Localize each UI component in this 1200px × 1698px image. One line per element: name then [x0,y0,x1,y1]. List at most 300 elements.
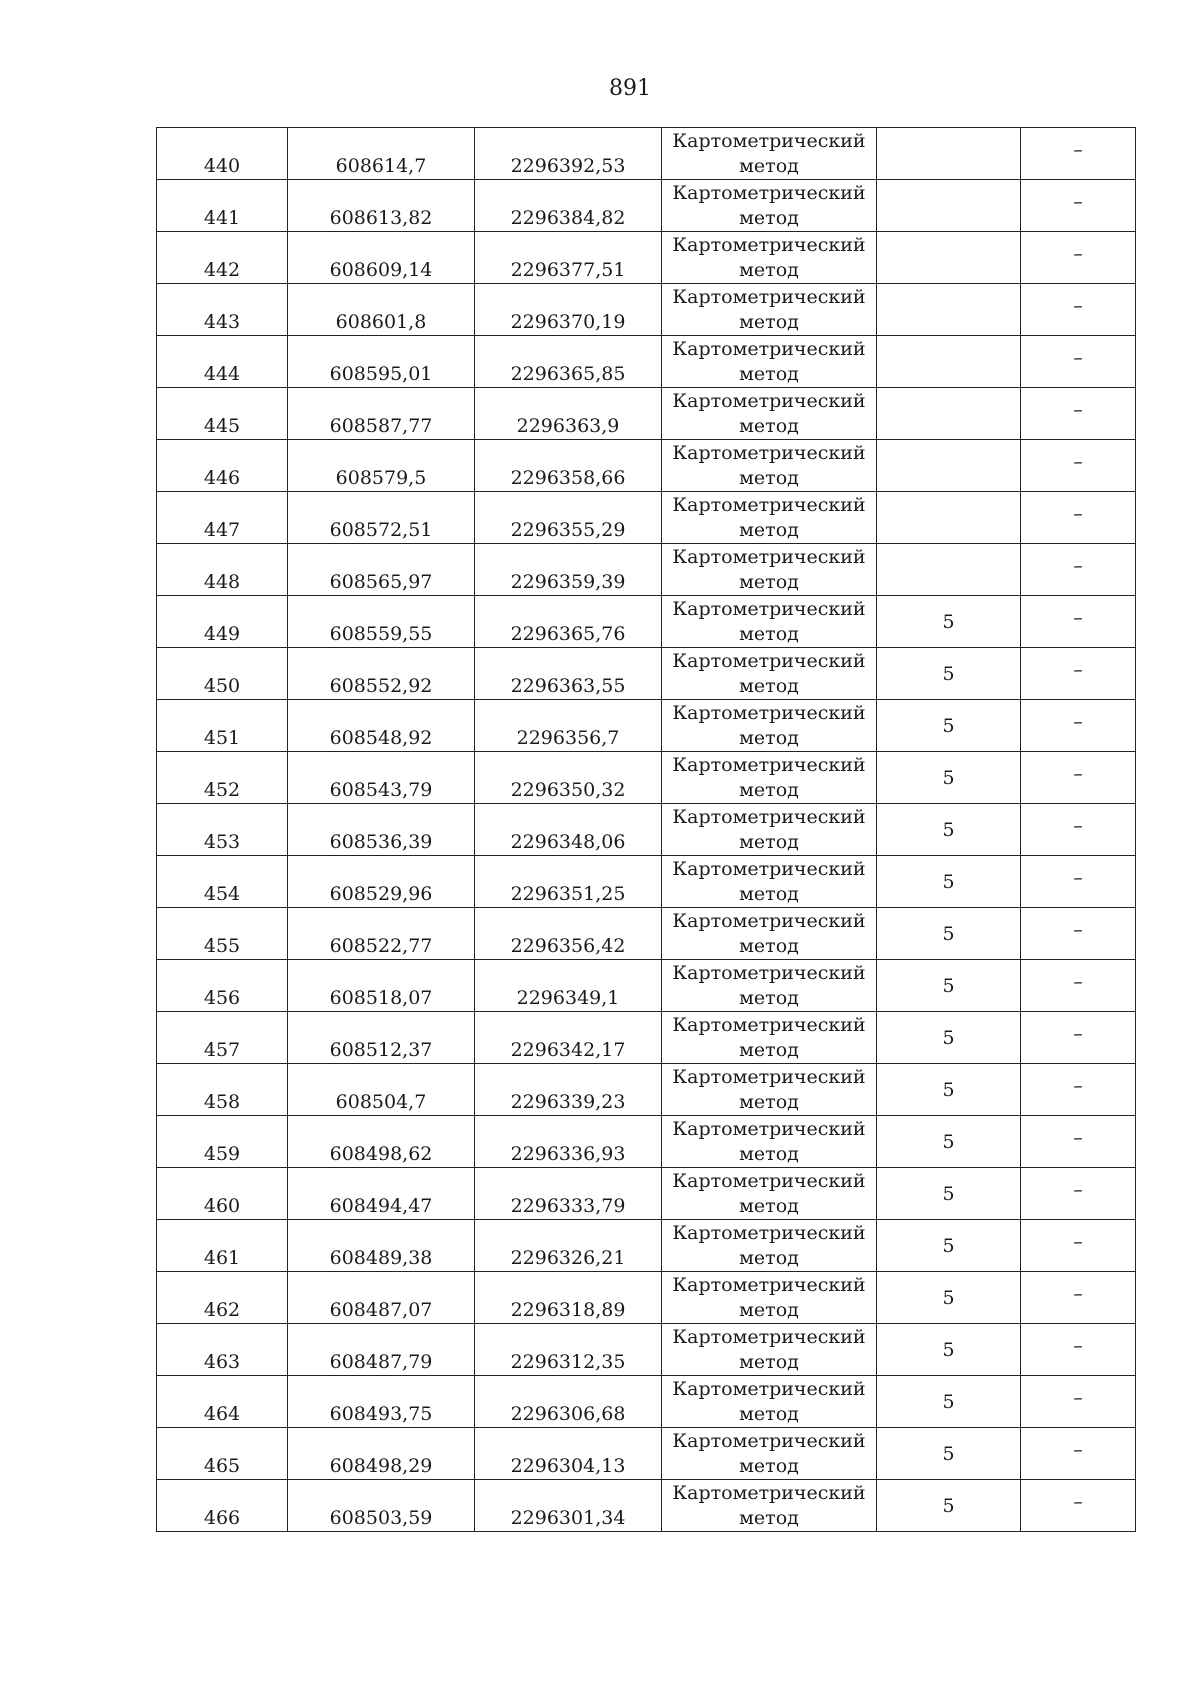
y-coordinate: 2296318,89 [510,1299,626,1321]
point-number-cell [157,1116,288,1168]
y-coordinate: 2296356,42 [510,935,626,957]
point-number: 462 [203,1299,241,1321]
x-coordinate: 608543,79 [329,779,433,801]
y-coordinate: 2296392,53 [510,155,626,177]
point-number: 443 [203,311,241,333]
method-cell [662,544,877,596]
point-number-cell [157,960,288,1012]
x-coordinate: 608498,29 [329,1455,433,1477]
method-line2: метод [739,1298,799,1321]
point-number: 453 [203,831,241,853]
x-coordinate: 608614,7 [335,155,427,177]
table-row [157,856,1136,908]
table-row [157,544,1136,596]
method-cell [662,1480,877,1532]
method-line2: метод [739,986,799,1009]
accuracy-cell [877,1064,1021,1116]
note-value: – [1073,762,1083,785]
point-number-cell [157,1064,288,1116]
accuracy-value: 5 [942,1494,955,1517]
note-cell [1021,1012,1136,1064]
accuracy-value: 5 [942,610,955,633]
point-number-cell [157,1428,288,1480]
method-cell [662,804,877,856]
point-number: 445 [203,415,241,437]
method-line1: Картометрический [672,181,866,204]
method-cell [662,1168,877,1220]
y-coordinate: 2296377,51 [510,259,626,281]
point-number-cell [157,804,288,856]
table-row [157,648,1136,700]
note-cell [1021,128,1136,180]
method-line2: метод [739,1402,799,1425]
method-cell [662,1220,877,1272]
note-cell [1021,596,1136,648]
y-coordinate: 2296333,79 [510,1195,626,1217]
x-coordinate-cell [288,1428,475,1480]
x-coordinate: 608504,7 [335,1091,427,1113]
method-line1: Картометрический [672,1013,866,1036]
y-coordinate: 2296349,1 [516,987,620,1009]
method-line2: метод [739,726,799,749]
method-line2: метод [739,1194,799,1217]
note-value: – [1073,502,1083,525]
method-line1: Картометрический [672,753,866,776]
method-line2: метод [739,622,799,645]
accuracy-value: 5 [942,1390,955,1413]
x-coordinate-cell [288,284,475,336]
note-cell [1021,700,1136,752]
note-value: – [1073,190,1083,213]
y-coordinate-cell [475,440,662,492]
method-line1: Картометрический [672,805,866,828]
y-coordinate-cell [475,908,662,960]
accuracy-value: 5 [942,974,955,997]
point-number-cell [157,700,288,752]
accuracy-cell [877,544,1021,596]
accuracy-cell [877,1220,1021,1272]
point-number-cell [157,284,288,336]
y-coordinate: 2296350,32 [510,779,626,801]
x-coordinate-cell [288,440,475,492]
method-cell [662,960,877,1012]
x-coordinate-cell [288,648,475,700]
accuracy-value: 5 [942,1026,955,1049]
method-line2: метод [739,882,799,905]
x-coordinate-cell [288,804,475,856]
method-cell [662,596,877,648]
note-cell [1021,336,1136,388]
accuracy-value: 5 [942,766,955,789]
point-number: 452 [203,779,241,801]
x-coordinate: 608529,96 [329,883,433,905]
accuracy-cell [877,596,1021,648]
accuracy-cell [877,648,1021,700]
note-value: – [1073,1438,1083,1461]
y-coordinate: 2296384,82 [510,207,626,229]
accuracy-value: 5 [942,1130,955,1153]
note-value: – [1073,866,1083,889]
method-line1: Картометрический [672,1273,866,1296]
method-line2: метод [739,206,799,229]
accuracy-cell [877,856,1021,908]
method-line1: Картометрический [672,1117,866,1140]
point-number-cell [157,492,288,544]
point-number-cell [157,1376,288,1428]
point-number: 442 [203,259,241,281]
table-row [157,752,1136,804]
x-coordinate-cell [288,700,475,752]
note-value: – [1073,814,1083,837]
y-coordinate-cell [475,1116,662,1168]
note-cell [1021,804,1136,856]
y-coordinate: 2296351,25 [510,883,626,905]
method-cell [662,856,877,908]
x-coordinate-cell [288,960,475,1012]
method-cell [662,1428,877,1480]
x-coordinate-cell [288,1272,475,1324]
method-line2: метод [739,1454,799,1477]
accuracy-cell [877,492,1021,544]
method-line1: Картометрический [672,1325,866,1348]
point-number-cell [157,648,288,700]
accuracy-cell [877,1324,1021,1376]
x-coordinate: 608498,62 [329,1143,433,1165]
y-coordinate-cell [475,1064,662,1116]
point-number-cell [157,128,288,180]
x-coordinate-cell [288,1220,475,1272]
y-coordinate-cell [475,1480,662,1532]
method-cell [662,440,877,492]
method-line1: Картометрический [672,493,866,516]
y-coordinate: 2296365,85 [510,363,626,385]
y-coordinate-cell [475,232,662,284]
x-coordinate-cell [288,388,475,440]
method-line2: метод [739,362,799,385]
point-number-cell [157,440,288,492]
point-number: 456 [203,987,241,1009]
accuracy-cell [877,1480,1021,1532]
method-line2: метод [739,1350,799,1373]
method-line1: Картометрический [672,1169,866,1192]
accuracy-cell [877,1428,1021,1480]
method-cell [662,1116,877,1168]
x-coordinate-cell [288,1168,475,1220]
note-value: – [1073,138,1083,161]
note-value: – [1073,1334,1083,1357]
table-row [157,1324,1136,1376]
table-row [157,700,1136,752]
note-cell [1021,752,1136,804]
x-coordinate-cell [288,1324,475,1376]
method-cell [662,1376,877,1428]
x-coordinate: 608579,5 [335,467,427,489]
method-cell [662,128,877,180]
note-value: – [1073,242,1083,265]
method-cell [662,388,877,440]
point-number: 440 [203,155,241,177]
method-line1: Картометрический [672,649,866,672]
accuracy-cell [877,232,1021,284]
method-line1: Картометрический [672,909,866,932]
x-coordinate: 608494,47 [329,1195,433,1217]
x-coordinate-cell [288,336,475,388]
method-cell [662,908,877,960]
method-line1: Картометрический [672,1221,866,1244]
note-cell [1021,180,1136,232]
point-number-cell [157,1220,288,1272]
x-coordinate: 608601,8 [335,311,427,333]
note-cell [1021,388,1136,440]
accuracy-cell [877,1272,1021,1324]
y-coordinate-cell [475,960,662,1012]
table-row [157,180,1136,232]
method-line2: метод [739,258,799,281]
x-coordinate-cell [288,1376,475,1428]
note-cell [1021,492,1136,544]
note-cell [1021,1324,1136,1376]
accuracy-cell [877,440,1021,492]
point-number: 450 [203,675,241,697]
table-row [157,1480,1136,1532]
y-coordinate: 2296336,93 [510,1143,626,1165]
point-number: 466 [203,1507,241,1529]
x-coordinate: 608565,97 [329,571,433,593]
y-coordinate-cell [475,336,662,388]
method-line2: метод [739,1142,799,1165]
note-value: – [1073,658,1083,681]
note-cell [1021,648,1136,700]
method-line1: Картометрический [672,389,866,412]
note-value: – [1073,1178,1083,1201]
table-row [157,492,1136,544]
coordinates-table-body [157,128,1136,1532]
note-value: – [1073,554,1083,577]
y-coordinate-cell [475,856,662,908]
point-number: 464 [203,1403,241,1425]
x-coordinate: 608512,37 [329,1039,433,1061]
y-coordinate-cell [475,700,662,752]
accuracy-cell [877,908,1021,960]
y-coordinate-cell [475,1272,662,1324]
y-coordinate-cell [475,492,662,544]
y-coordinate: 2296359,39 [510,571,626,593]
y-coordinate: 2296355,29 [510,519,626,541]
point-number: 454 [203,883,241,905]
x-coordinate: 608609,14 [329,259,433,281]
point-number-cell [157,544,288,596]
y-coordinate: 2296304,13 [510,1455,626,1477]
table-row [157,388,1136,440]
method-line2: метод [739,466,799,489]
method-line2: метод [739,1506,799,1529]
table-row [157,1376,1136,1428]
point-number: 446 [203,467,241,489]
method-line1: Картометрический [672,545,866,568]
method-cell [662,180,877,232]
note-value: – [1073,346,1083,369]
point-number-cell [157,232,288,284]
point-number: 448 [203,571,241,593]
accuracy-cell [877,1012,1021,1064]
accuracy-cell [877,1116,1021,1168]
note-cell [1021,1272,1136,1324]
table-row [157,908,1136,960]
table-row [157,596,1136,648]
table-row [157,804,1136,856]
x-coordinate: 608487,79 [329,1351,433,1373]
note-cell [1021,1428,1136,1480]
point-number-cell [157,752,288,804]
x-coordinate-cell [288,232,475,284]
y-coordinate: 2296363,55 [510,675,626,697]
y-coordinate: 2296348,06 [510,831,626,853]
x-coordinate-cell [288,1116,475,1168]
x-coordinate-cell [288,128,475,180]
point-number: 465 [203,1455,241,1477]
note-cell [1021,1220,1136,1272]
table-row [157,1064,1136,1116]
note-cell [1021,1116,1136,1168]
x-coordinate: 608503,59 [329,1507,433,1529]
y-coordinate: 2296312,35 [510,1351,626,1373]
point-number: 458 [203,1091,241,1113]
x-coordinate: 608489,38 [329,1247,433,1269]
x-coordinate: 608522,77 [329,935,433,957]
note-cell [1021,1168,1136,1220]
note-value: – [1073,1490,1083,1513]
point-number-cell [157,1012,288,1064]
note-value: – [1073,398,1083,421]
y-coordinate-cell [475,1168,662,1220]
x-coordinate-cell [288,1480,475,1532]
accuracy-value: 5 [942,1234,955,1257]
x-coordinate: 608548,92 [329,727,433,749]
y-coordinate-cell [475,1376,662,1428]
method-cell [662,284,877,336]
accuracy-cell [877,804,1021,856]
y-coordinate-cell [475,596,662,648]
point-number-cell [157,180,288,232]
method-cell [662,648,877,700]
method-line2: метод [739,570,799,593]
method-line1: Картометрический [672,285,866,308]
x-coordinate: 608559,55 [329,623,433,645]
point-number: 449 [203,623,241,645]
table-row [157,284,1136,336]
method-line2: метод [739,1038,799,1061]
accuracy-cell [877,128,1021,180]
point-number: 461 [203,1247,241,1269]
accuracy-cell [877,336,1021,388]
method-cell [662,1272,877,1324]
table-row [157,440,1136,492]
method-cell [662,336,877,388]
point-number: 441 [203,207,241,229]
accuracy-value: 5 [942,714,955,737]
method-line2: метод [739,1090,799,1113]
method-line1: Картометрический [672,1481,866,1504]
method-line1: Картометрический [672,961,866,984]
x-coordinate-cell [288,1012,475,1064]
table-row [157,1272,1136,1324]
note-cell [1021,1376,1136,1428]
point-number-cell [157,388,288,440]
method-line1: Картометрический [672,701,866,724]
method-cell [662,1012,877,1064]
table-row [157,1220,1136,1272]
y-coordinate: 2296339,23 [510,1091,626,1113]
note-cell [1021,1480,1136,1532]
method-line1: Картометрический [672,1429,866,1452]
accuracy-value: 5 [942,1286,955,1309]
point-number-cell [157,1324,288,1376]
x-coordinate-cell [288,596,475,648]
method-line1: Картометрический [672,337,866,360]
point-number-cell [157,1272,288,1324]
method-line1: Картометрический [672,129,866,152]
note-value: – [1073,1074,1083,1097]
y-coordinate-cell [475,180,662,232]
method-line2: метод [739,310,799,333]
x-coordinate-cell [288,544,475,596]
method-line1: Картометрический [672,1065,866,1088]
accuracy-cell [877,180,1021,232]
point-number: 460 [203,1195,241,1217]
point-number: 463 [203,1351,241,1373]
y-coordinate-cell [475,1428,662,1480]
y-coordinate-cell [475,128,662,180]
x-coordinate-cell [288,752,475,804]
method-line2: метод [739,934,799,957]
method-line1: Картометрический [672,857,866,880]
accuracy-value: 5 [942,662,955,685]
x-coordinate-cell [288,1064,475,1116]
y-coordinate: 2296358,66 [510,467,626,489]
accuracy-cell [877,752,1021,804]
page-number: 891 [609,76,651,101]
y-coordinate: 2296365,76 [510,623,626,645]
accuracy-cell [877,284,1021,336]
note-cell [1021,440,1136,492]
accuracy-cell [877,700,1021,752]
accuracy-cell [877,388,1021,440]
method-line2: метод [739,1246,799,1269]
accuracy-cell [877,1168,1021,1220]
note-value: – [1073,710,1083,733]
x-coordinate: 608595,01 [329,363,433,385]
y-coordinate: 2296306,68 [510,1403,626,1425]
method-cell [662,492,877,544]
y-coordinate: 2296356,7 [516,727,620,749]
method-line2: метод [739,778,799,801]
method-line2: метод [739,674,799,697]
y-coordinate-cell [475,1220,662,1272]
y-coordinate-cell [475,804,662,856]
point-number: 455 [203,935,241,957]
table-row [157,1116,1136,1168]
accuracy-value: 5 [942,922,955,945]
x-coordinate: 608487,07 [329,1299,433,1321]
table-row [157,1168,1136,1220]
x-coordinate: 608572,51 [329,519,433,541]
accuracy-value: 5 [942,1442,955,1465]
point-number-cell [157,856,288,908]
note-value: – [1073,1126,1083,1149]
note-value: – [1073,1230,1083,1253]
method-line2: метод [739,154,799,177]
x-coordinate: 608493,75 [329,1403,433,1425]
